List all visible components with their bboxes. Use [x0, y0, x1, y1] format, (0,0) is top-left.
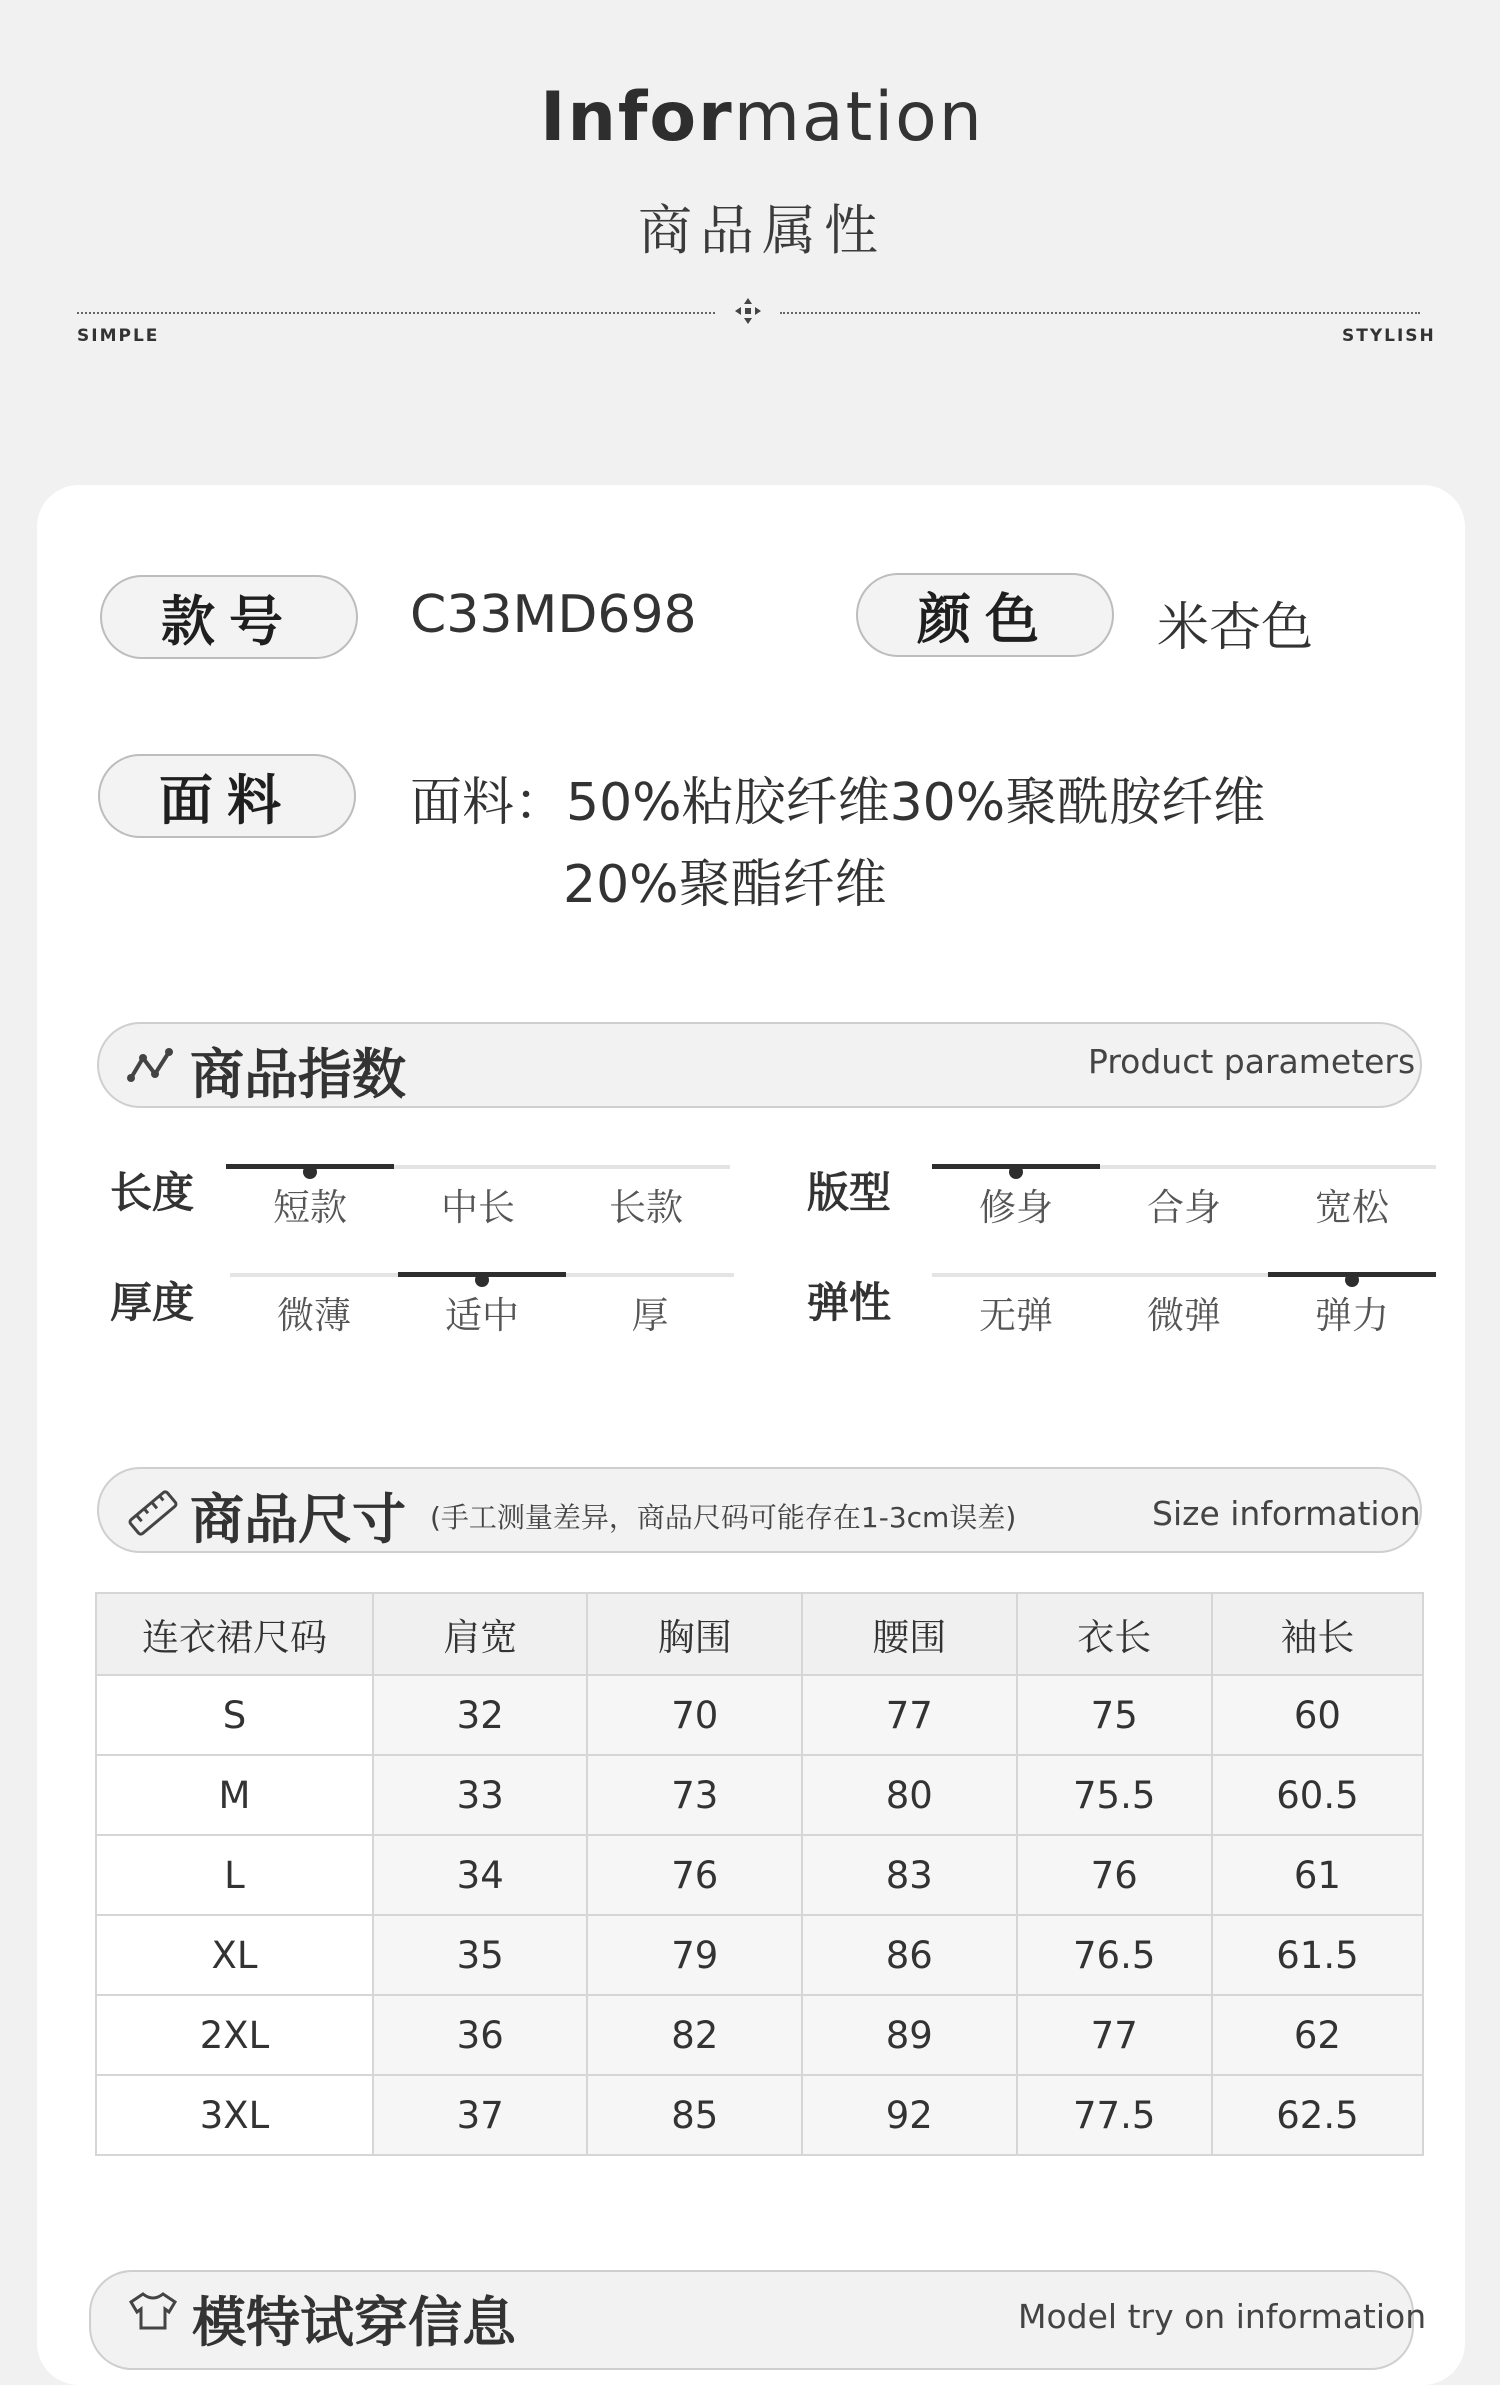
table-cell: 76 — [1017, 1835, 1212, 1915]
table-row — [96, 1755, 1423, 1835]
table-cell: 36 — [373, 1995, 588, 2075]
param-option: 长款 — [609, 1186, 683, 1229]
ruler-icon — [125, 1490, 181, 1536]
size-cell: 2XL — [96, 1995, 373, 2075]
col-header: 腰围 — [802, 1593, 1017, 1675]
header-title-cn: 商品属性 — [638, 199, 886, 262]
col-header: 连衣裙尺码 — [96, 1593, 373, 1675]
table-cell: 37 — [373, 2075, 588, 2155]
param-option: 厚 — [631, 1294, 669, 1337]
table-cell: 34 — [373, 1835, 588, 1915]
col-header: 肩宽 — [373, 1593, 588, 1675]
table-row — [96, 2075, 1423, 2155]
table-cell: 92 — [802, 2075, 1017, 2155]
size-table-header — [96, 1593, 1423, 1675]
param-option: 适中 — [445, 1294, 519, 1337]
param-option: 微弹 — [1147, 1294, 1221, 1337]
table-cell: 77 — [802, 1675, 1017, 1755]
size-note: (手工测量差异，商品尺码可能存在1-3cm误差) — [430, 1501, 1017, 1534]
table-cell: 82 — [587, 1995, 802, 2075]
table-cell: 60 — [1212, 1675, 1423, 1755]
col-header: 袖长 — [1212, 1593, 1423, 1675]
table-cell: 61.5 — [1212, 1915, 1423, 1995]
param-option: 无弹 — [979, 1294, 1053, 1337]
table-row — [96, 1915, 1423, 1995]
param-option: 宽松 — [1315, 1186, 1389, 1229]
param-option: 中长 — [441, 1186, 515, 1229]
model-subtitle: Model try on information — [1018, 2297, 1427, 2336]
fabric-value-line2: 20%聚酯纤维 — [563, 855, 887, 915]
table-cell: 73 — [587, 1755, 802, 1835]
table-row — [96, 1675, 1423, 1755]
table-cell: 79 — [587, 1915, 802, 1995]
table-cell: 76 — [587, 1835, 802, 1915]
divider-right — [780, 312, 1420, 314]
style-no-value: C33MD698 — [410, 585, 697, 645]
fabric-pill — [98, 754, 356, 838]
param-option: 短款 — [273, 1186, 347, 1229]
style-no-pill — [100, 575, 358, 659]
header-title-en — [0, 78, 1500, 157]
fabric-label: 面料 — [159, 768, 295, 832]
param-label: 版型 — [807, 1168, 892, 1217]
shirt-icon — [127, 2290, 179, 2330]
title-en-bold: Infor — [540, 78, 734, 157]
col-header: 胸围 — [587, 1593, 802, 1675]
table-cell: 89 — [802, 1995, 1017, 2075]
param-option: 合身 — [1147, 1186, 1221, 1229]
param-option: 微薄 — [277, 1294, 351, 1337]
size-cell: L — [96, 1835, 373, 1915]
table-cell: 83 — [802, 1835, 1017, 1915]
label-simple: SIMPLE — [77, 326, 160, 346]
size-cell: M — [96, 1755, 373, 1835]
table-cell: 32 — [373, 1675, 588, 1755]
color-label: 颜色 — [917, 587, 1053, 651]
fabric-value-line1: 面料：50%粘胶纤维30%聚酰胺纤维 — [410, 773, 1266, 833]
table-cell: 70 — [587, 1675, 802, 1755]
table-cell: 75 — [1017, 1675, 1212, 1755]
param-option: 弹力 — [1315, 1294, 1389, 1337]
table-cell: 80 — [802, 1755, 1017, 1835]
table-cell: 35 — [373, 1915, 588, 1995]
param-label: 弹性 — [807, 1278, 892, 1327]
style-no-label: 款号 — [161, 589, 297, 653]
model-title: 模特试穿信息 — [192, 2291, 516, 2354]
table-cell: 62 — [1212, 1995, 1423, 2075]
table-cell: 86 — [802, 1915, 1017, 1995]
size-table — [95, 1592, 1424, 2156]
col-header: 衣长 — [1017, 1593, 1212, 1675]
params-subtitle: Product parameters — [1088, 1042, 1416, 1081]
table-row — [96, 1995, 1423, 2075]
label-stylish: STYLISH — [1342, 326, 1436, 346]
params-title: 商品指数 — [190, 1043, 406, 1106]
param-label: 厚度 — [110, 1278, 195, 1327]
compass-cross-icon — [733, 296, 763, 326]
param-option: 修身 — [979, 1186, 1053, 1229]
size-cell: XL — [96, 1915, 373, 1995]
size-title: 商品尺寸 — [190, 1488, 406, 1551]
table-cell: 62.5 — [1212, 2075, 1423, 2155]
table-row — [96, 1835, 1423, 1915]
divider-left — [77, 312, 715, 314]
table-cell: 75.5 — [1017, 1755, 1212, 1835]
table-cell: 61 — [1212, 1835, 1423, 1915]
line-chart-icon — [127, 1048, 177, 1084]
size-cell: 3XL — [96, 2075, 373, 2155]
color-pill — [856, 573, 1114, 657]
table-cell: 76.5 — [1017, 1915, 1212, 1995]
size-subtitle: Size information — [1152, 1494, 1421, 1533]
size-cell: S — [96, 1675, 373, 1755]
table-cell: 77 — [1017, 1995, 1212, 2075]
color-value: 米杏色 — [1157, 598, 1314, 658]
table-cell: 85 — [587, 2075, 802, 2155]
table-cell: 77.5 — [1017, 2075, 1212, 2155]
table-cell: 60.5 — [1212, 1755, 1423, 1835]
param-label: 长度 — [110, 1168, 195, 1217]
table-cell: 33 — [373, 1755, 588, 1835]
title-en-light: mation — [733, 78, 984, 157]
